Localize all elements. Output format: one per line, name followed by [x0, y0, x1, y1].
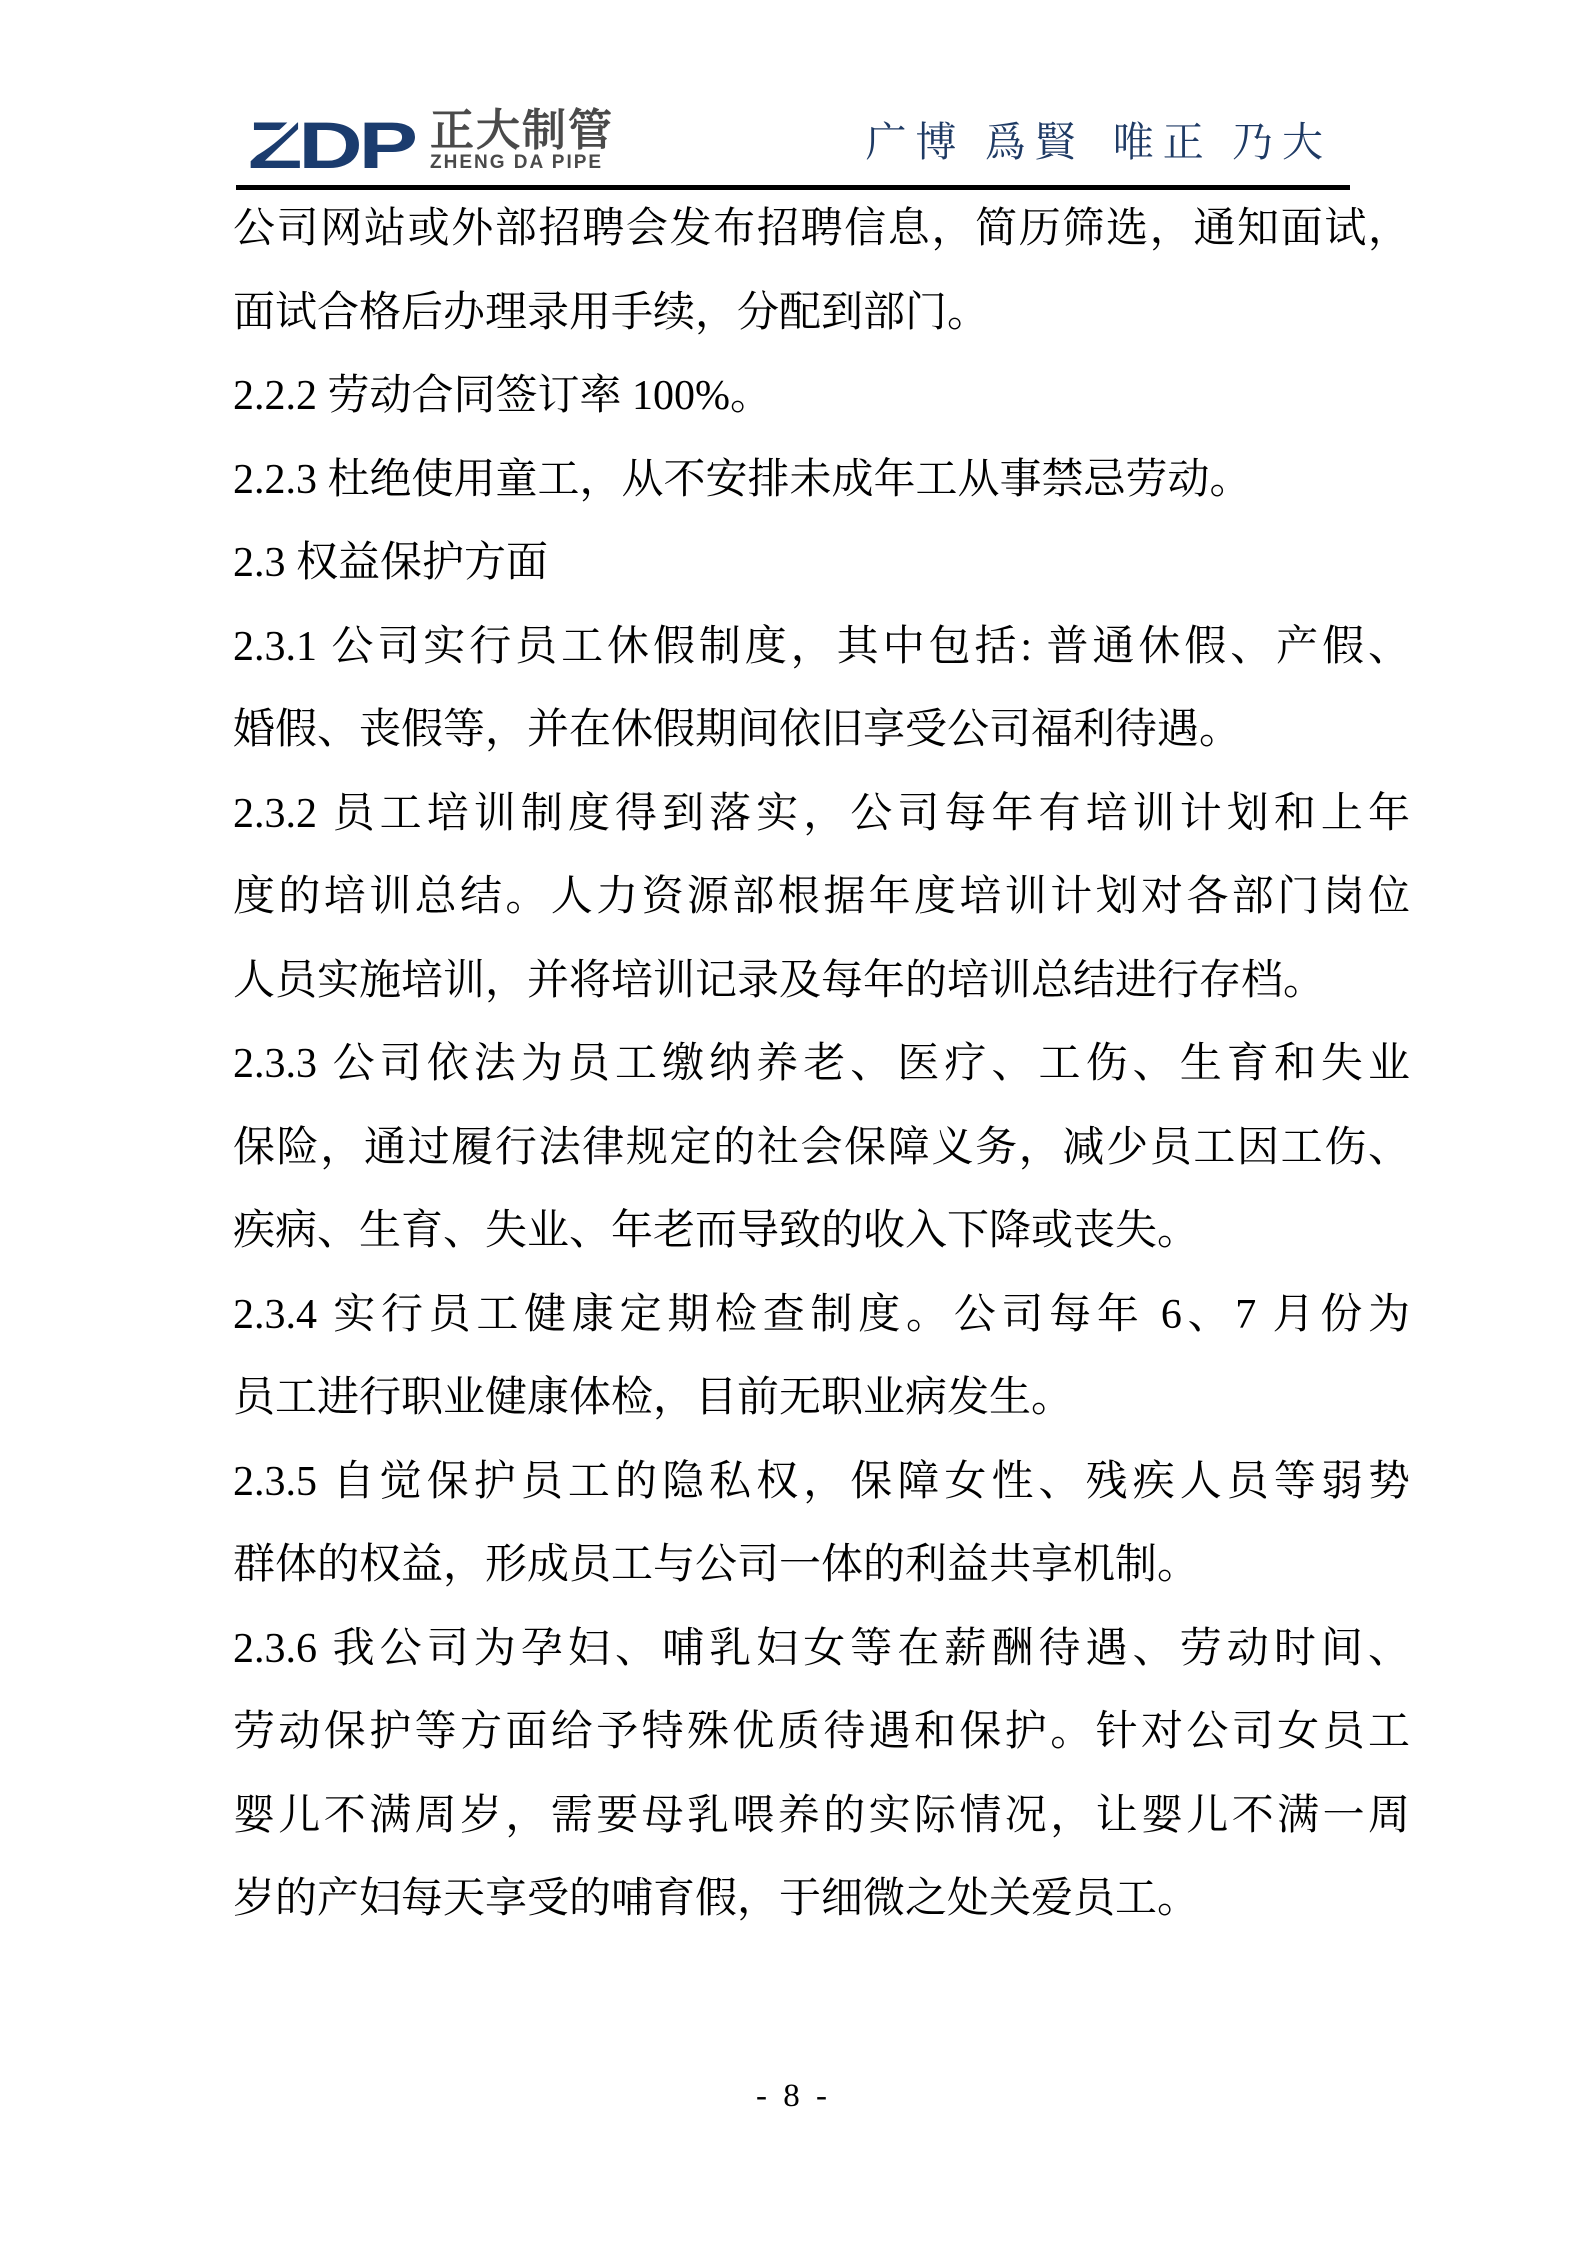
brand-logo [248, 106, 614, 173]
page-header [0, 0, 1587, 186]
text-line: 婚假、丧假等，并在休假期间依旧享受公司福利待遇。 [233, 707, 1242, 753]
zdp-logo-icon [248, 111, 416, 173]
text-line: 人员实施培训，并将培训记录及每年的培训总结进行存档。 [233, 957, 1326, 1004]
page-number: - 8 - [756, 2078, 831, 2114]
document-body [233, 188, 1410, 1942]
page-footer [0, 2078, 1587, 2115]
text-line: 2.3.3 公司依法为员工缴纳养老、医疗、工伤、生育和失业 [233, 1041, 1410, 1087]
text-line: 2.2.2 劳动合同签订率 100%。 [233, 373, 772, 419]
text-line: 保险，通过履行法律规定的社会保障义务，减少员工因工伤、 [233, 1124, 1410, 1171]
company-motto [866, 120, 1333, 164]
text-line: 2.3.5 自觉保护员工的隐私权，保障女性、残疾人员等弱势 [233, 1458, 1410, 1505]
text-line: 员工进行职业健康体检，目前无职业病发生。 [233, 1375, 1074, 1421]
text-line: 群体的权益，形成员工与公司一体的利益共享机制。 [233, 1542, 1200, 1588]
text-line: 劳动保护等方面给予特殊优质待遇和保护。针对公司女员工 [233, 1709, 1410, 1755]
text-line: 岁的产妇每天享受的哺育假，于细微之处关爱员工。 [233, 1876, 1200, 1922]
motto-right: 唯正 乃大 [1112, 119, 1332, 165]
text-line: 2.3.1 公司实行员工休假制度，其中包括: 普通休假、产假、 [233, 623, 1410, 670]
text-line: 2.3.2 员工培训制度得到落实，公司每年有培训计划和上年 [233, 790, 1410, 837]
company-name-cn: 正大制管 [430, 106, 614, 155]
text-line: 公司网站或外部招聘会发布招聘信息，简历筛选，通知面试， [233, 206, 1410, 252]
text-line: 疾病、生育、失业、年老而导致的收入下降或丧失。 [233, 1208, 1200, 1254]
text-line: 面试合格后办理录用手续，分配到部门。 [233, 289, 990, 336]
text-line: 度的培训总结。人力资源部根据年度培训计划对各部门岗位 [233, 874, 1410, 920]
company-name-en: ZHENG DA PIPE [430, 152, 604, 173]
text-line: 2.3.6 我公司为孕妇、哺乳妇女等在薪酬待遇、劳动时间、 [233, 1625, 1410, 1672]
motto-left: 广博 爲賢 [865, 119, 1085, 165]
text-line: 2.3.4 实行员工健康定期检查制度。公司每年 6、7 月份为 [233, 1291, 1410, 1338]
text-line: 2.2.3 杜绝使用童工，从不安排未成年工从事禁忌劳动。 [233, 456, 1252, 503]
brand-name-block [430, 106, 614, 173]
zdp-logo-text: ZDP [248, 111, 416, 173]
text-line: 2.3 权益保护方面 [233, 540, 549, 586]
text-line: 婴儿不满周岁，需要母乳喂养的实际情况，让婴儿不满一周 [233, 1792, 1410, 1839]
